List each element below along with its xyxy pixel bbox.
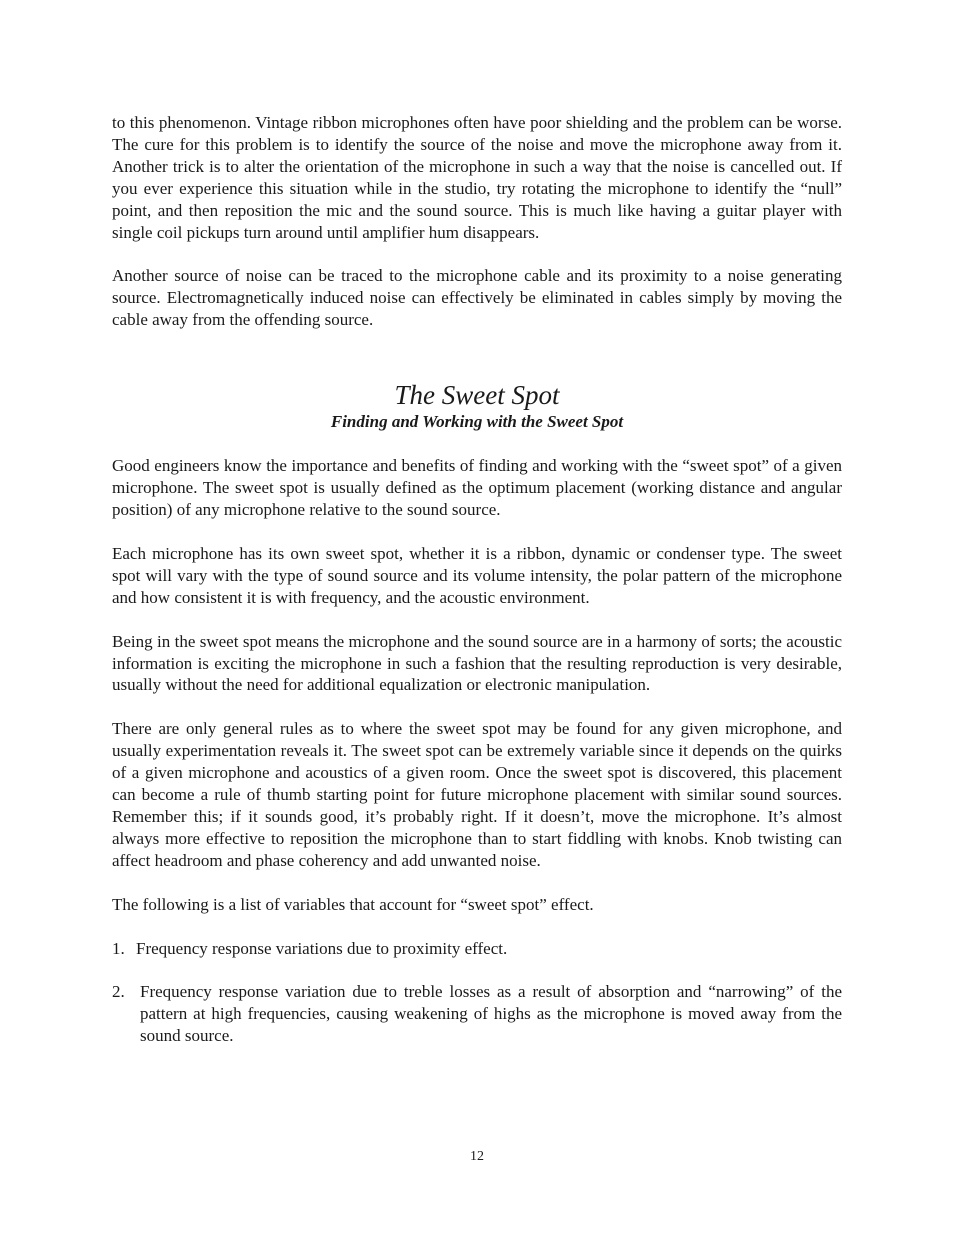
paragraph-sweet-spot-variation: Each microphone has its own sweet spot, whether it is a ribbon, dynamic or condenser type. The sweet spot will vary with the type of sound source and its volume intensity, the polar pattern of the microphone and how consistent it is with frequency, and the acoustic environment. [112,543,842,607]
paragraph-sweet-spot-harmony: Being in the sweet spot means the microphone and the sound source are in a harmony of sorts; the acoustic information is exciting the microphone in such a fashion that the resulting reproduction is very desirable, usually without the need for additional equalization or electronic manipulation. [112,631,842,695]
paragraph-sweet-spot-definition: Good engineers know the importance and benefits of finding and working with the “sweet spot” of a given microphone. The sweet spot is usually defined as the optimum placement (working distance and angular position) of any microphone relative to the sound source. [112,456,842,519]
spacer [112,521,842,543]
spacer [112,433,842,455]
spacer [112,872,842,894]
paragraph-shielding: to this phenomenon. Vintage ribbon microphones often have poor shielding and the problem can be worse. The cure for this problem is to identify the source of the noise and move the microphone away from it. Another trick is to alter the orientation of the microphone in such a way that the noise is cancelled out. If you ever experience this situation while in the studio, try rotating the microphone to identify the “null” point, and then reposition the mic and the sound source. This is much like having a guitar player with single coil pickups turn around until amplifier hum disappears. [112,113,842,242]
spacer [112,916,842,938]
list-item-text: Frequency response variations due to proximity effect. [136,938,508,958]
list-item-number: 1. [112,938,125,958]
page-number: 12 [470,1149,484,1164]
list-item [112,981,842,1047]
list-item-text: Frequency response variation due to treble losses as a result of absorption and “narrowing” of the pattern at high frequencies, causing weakening of highs as the microphone is moved away from the sound source. [140,982,842,1046]
spacer [112,959,842,981]
list-item-number: 2. [112,982,125,1002]
section-subtitle: Finding and Working with the Sweet Spot [330,412,624,432]
spacer [112,243,842,265]
section-spacer [112,331,842,379]
spacer [112,696,842,718]
paragraph-general-rules: There are only general rules as to where the sweet spot may be found for any given microphone, and usually experimentation reveals it. The sweet spot can be extremely variable since it depends on the quirks of a given microphone and acoustics of a given room. Once the sweet spot is discovered, this placement can become a rule of thumb starting point for future microphone placement with similar sound sources. Remember this; if it sounds good, it’s probably right. If it doesn’t, move the microphone. It’s almost always more effective to reposition the microphone than to start fiddling with knobs. Knob twisting can affect headroom and phase coherency and add unwanted noise. [112,719,842,870]
section-title: The Sweet Spot [394,380,560,411]
paragraph-cable-noise: Another source of noise can be traced to the microphone cable and its proximity to a noise generating source. Electromagnetically induced noise can effectively be eliminated in cables simply by moving the cable away from the offending source. [112,266,842,330]
paragraph-list-intro: The following is a list of variables that account for “sweet spot” effect. [112,894,594,914]
spacer [112,609,842,631]
list-item [112,938,842,960]
document-page [112,112,842,1047]
